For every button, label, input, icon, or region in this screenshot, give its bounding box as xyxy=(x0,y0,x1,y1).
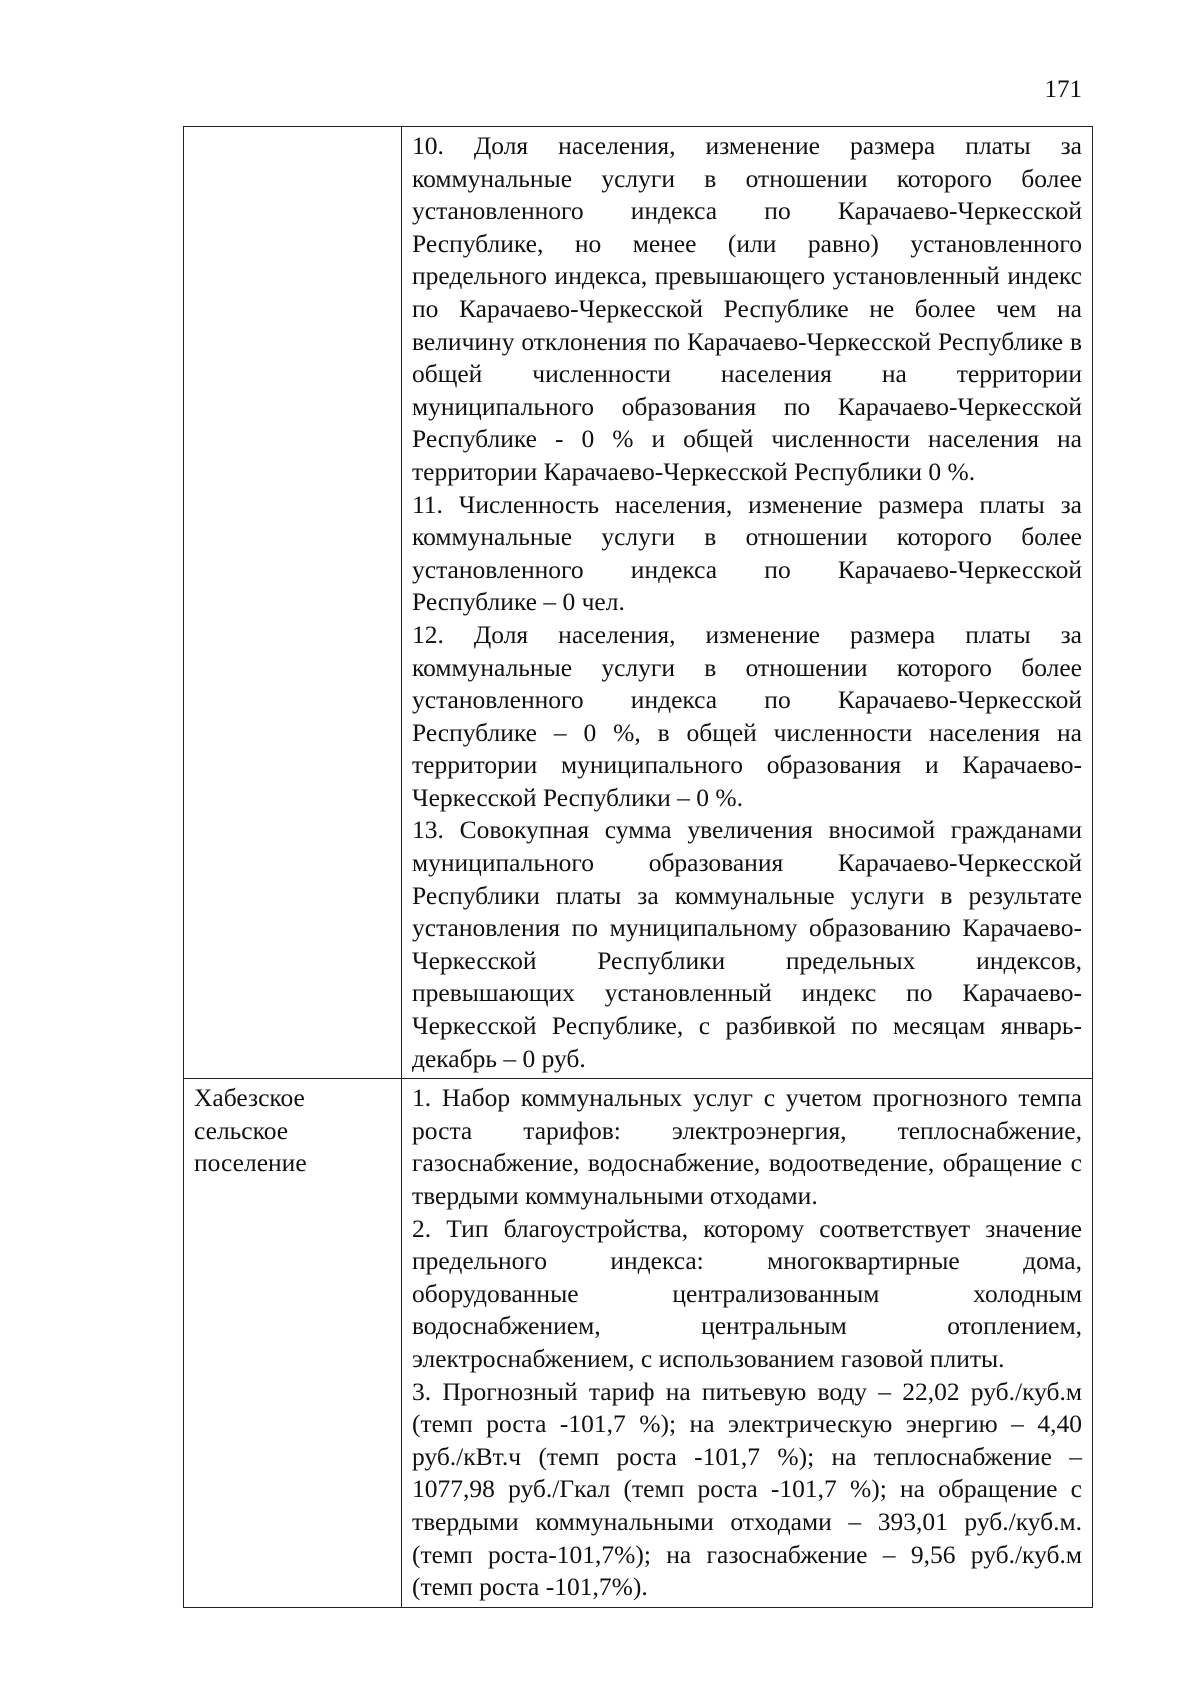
indicator-paragraph: 13. Совокупная сумма увеличения вносимой гражданами муниципального образования Карачаево-Черкесской Республики платы за коммунальные услуги в результате установления по муниципальному образованию Карачаево-Черкесской Республики предельных индексов, превышающих установленный индекс по Карачаево-Черкесской Республике, с разбивкой по месяцам январь-декабрь – 0 руб. xyxy=(412,815,1082,1073)
indicator-paragraph: 3. Прогнозный тариф на питьевую воду – 22,02 руб./куб.м (темп роста -101,7 %); на электрическую энергию – 4,40 руб./кВт.ч (темп роста -101,7 %); на теплоснабжение – 1077,98 руб./Гкал (темп роста -101,7 %); на обращение с твердыми коммунальными отходами – 393,01 руб./куб.м. (темп роста-101,7%); на газоснабжение – 9,56 руб./куб.м (темп роста -101,7%). xyxy=(412,1376,1082,1602)
indicators-cell xyxy=(402,1079,1093,1608)
indicator-paragraph: 11. Численность населения, изменение размера платы за коммунальные услуги в отношении которого более установленного индекса по Карачаево-Черкесской Республике – 0 чел. xyxy=(412,489,1082,617)
municipality-name xyxy=(194,1082,391,1180)
indicator-paragraph: 10. Доля населения, изменение размера платы за коммунальные услуги в отношении которого более установленного индекса по Карачаево-Черкесской Республике, но менее (или равно) установленного предельного индекса, превышающего установленный индекс по Карачаево-Черкесской Республике не более чем на величину отклонения по Карачаево-Черкесской Республике в общей численности населения на территории муниципального образования по Карачаево-Черкесской Республике - 0 % и общей численности населения на территории Карачаево-Черкесской Республики 0 %. xyxy=(412,131,1082,486)
indicators-cell xyxy=(402,127,1093,1079)
municipality-table xyxy=(183,126,1093,1608)
municipality-name-line: поселение xyxy=(194,1148,307,1178)
municipality-cell xyxy=(184,127,402,1079)
indicator-paragraph: 1. Набор коммунальных услуг с учетом прогнозного темпа роста тарифов: электроэнергия, теплоснабжение, газоснабжение, водоснабжение, водоотведение, обращение с твердыми коммунальными отходами. xyxy=(412,1083,1082,1210)
indicator-paragraph: 12. Доля населения, изменение размера платы за коммунальные услуги в отношении которого более установленного индекса по Карачаево-Черкесской Республике – 0 %, в общей численности населения на территории муниципального образования и Карачаево-Черкесской Республики – 0 %. xyxy=(412,619,1082,812)
municipality-cell xyxy=(184,1079,402,1608)
indicator-paragraph: 2. Тип благоустройства, которому соответствует значение предельного индекса: многоквартирные дома, оборудованные централизованным холодным водоснабжением, центральным отоплением, электроснабжением, с использованием газовой плиты. xyxy=(412,1213,1082,1373)
municipality-name-line: сельское xyxy=(194,1115,289,1145)
table-row xyxy=(184,1079,1093,1608)
municipality-name-line: Хабезское xyxy=(194,1083,305,1113)
page-number: 171 xyxy=(1044,76,1082,103)
table-row xyxy=(184,127,1093,1079)
